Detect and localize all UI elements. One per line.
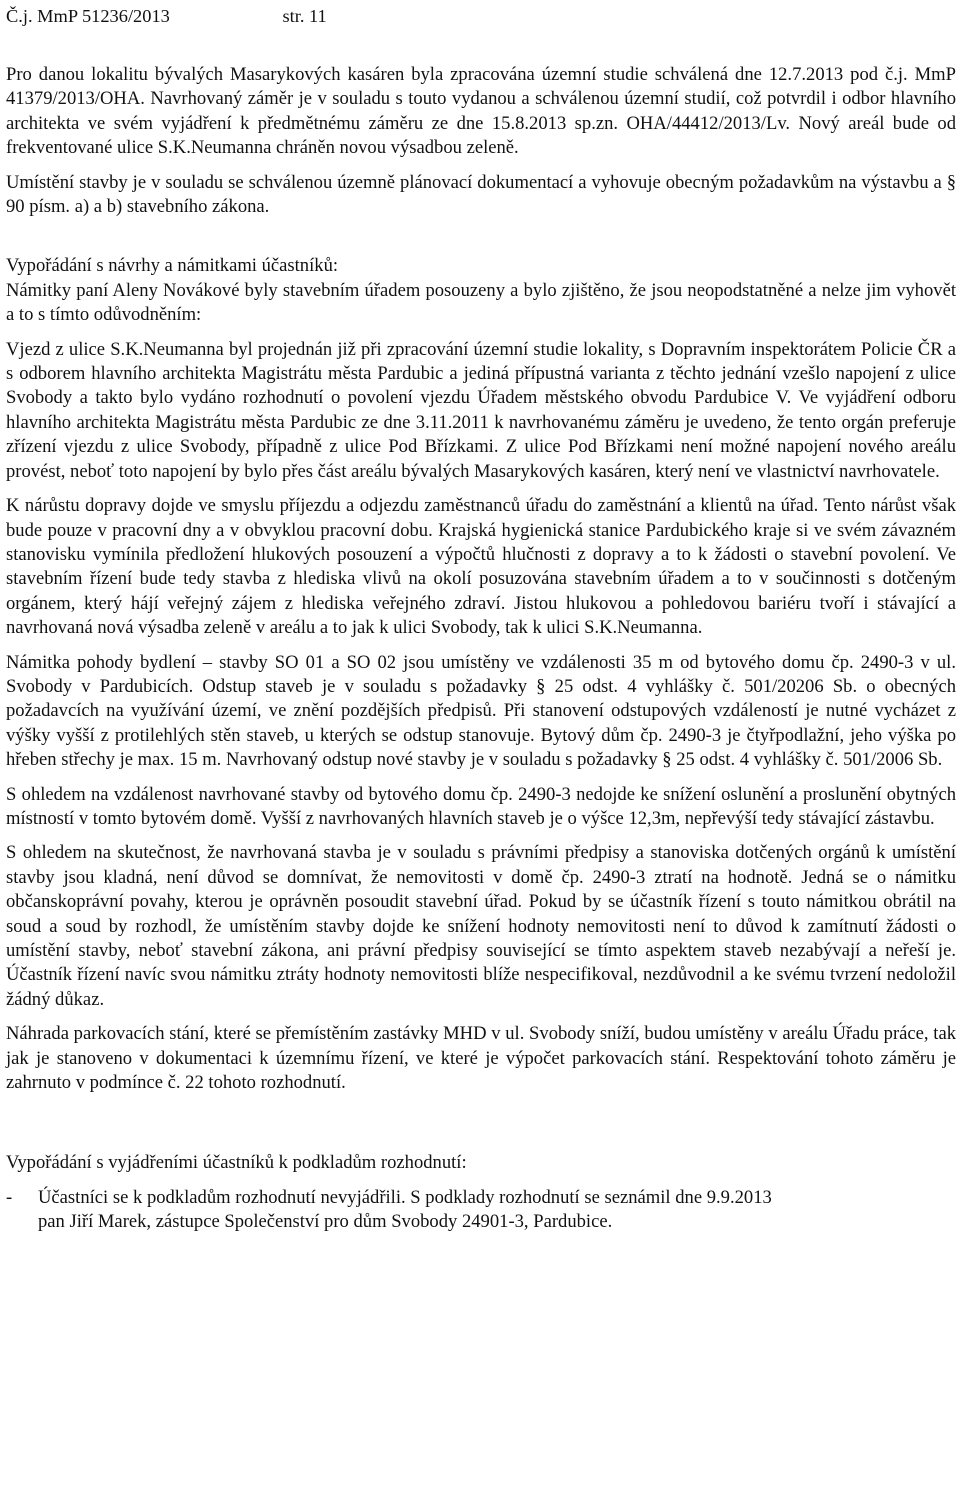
- document-page: [6, 4, 956, 1235]
- paragraph-living-comfort: Námitka pohody bydlení – stavby SO 01 a SO 02 jsou umístěny ve vzdálenosti 35 m od bytového domu čp. 2490-3 v ul. Svobody v Pardubicích. Odstup staveb je v souladu s požadavky § 25 odst. 4 vyhlášky č. 501/20206 Sb. o obecných požadavcích na využívání území, ve znění pozdějších předpisů. Při stanovení odstupových vzdáleností je nutné vycházet z výšky vyšší z protilehlých stěn staveb, u kterých se odstup stanovuje. Bytový dům čp. 2490-3 je čtyřpodlažní, jeho výška po hřeben střechy je max. 15 m. Navrhovaný odstup nové stavby je v souladu s požadavky § 25 odst. 4 vyhlášky č. 501/2006 Sb.: [6, 651, 956, 771]
- list-item: [6, 1186, 956, 1235]
- paragraph-property-value: S ohledem na skutečnost, že navrhovaná stavba je v souladu s právními předpisy a stanoviska dotčených orgánů k umístění stavby jsou kladná, není důvod se domnívat, že nemovitosti v domě čp. 2490-3 ztratí na hodnotě. Jedná se o námitku občanskoprávní povahy, kterou je oprávněn posoudit stavební úřad. Pokud by se účastník řízení s touto námitkou obrátil na soud a soud by rozhodl, že umístěním stavby dojde ke snížení hodnoty nemovitosti není to důvod k zamítnutí žádosti o umístění stavby, neboť stavební zákona, ani právní předpisy související se tímto aspektem staveb nezabývají a neřeší je. Účastník řízení navíc svou námitku ztráty hodnoty nemovitosti blíže nespecifikoval, nezdůvodnil a ke svému tvrzení nedoložil žádný důkaz.: [6, 842, 956, 1010]
- list-item-line: Účastníci se k podkladům rozhodnutí nevyjádřili. S podklady rozhodnutí se seznámil dne 9.9.2013: [38, 1186, 772, 1208]
- list-marker: -: [6, 1186, 13, 1208]
- paragraph-objections-intro: Námitky paní Aleny Novákové byly stavebním úřadem posouzeny a bylo zjištěno, že jsou neopodstatněné a nelze jim vyhovět a to s tímto odůvodněním:: [6, 279, 956, 326]
- paragraph-entrance: Vjezd z ulice S.K.Neumanna byl projednán již při zpracování územní studie lokality, s Dopravním inspektorátem Policie ČR a s odborem hlavního architekta Magistrátu města Pardubic a jediná přípustná varianta z těchto jednání vzešlo napojení z ulice Svobody a takto bylo vydáno rozhodnutí o povolení vjezdu Úřadem městského obvodu Pardubice V. Ve vyjádření odboru hlavního architekta Magistrátu města Pardubic ze dne 3.11.2011 k navrhovanému záměru je uvedeno, že tento orgán preferuje zřízení vjezdu z ulice Svobody, případně z ulice Pod Břízkami. Z ulice Pod Břízkami není možné napojení nového areálu provést, neboť toto napojení by bylo přes část areálu bývalých Masarykových kasáren, který není ve vlastnictví navrhovatele.: [6, 338, 956, 482]
- paragraph-traffic: K nárůstu dopravy dojde ve smyslu příjezdu a odjezdu zaměstnanců úřadu do zaměstnání a klientů na úřad. Tento nárůst však bude pouze v pracovní dny a v obvyklou pracovní dobu. Krajská hygienická stanice Pardubického kraje si ve svém závazném stanovisku vymínila předložení hlukových posouzení a výpočtů hlučnosti z dopravy a to k žádosti o stavební povolení. Ve stavebním řízení bude tedy stavba z hlediska vlivů na okolí posuzována stavebním úřadem a to v součinnosti s dotčeným orgánem, který hájí veřejný zájem z hlediska veřejného zdraví. Jistou hlukovou a pohledovou bariéru tvoří i stávající a navrhovaná nová výsadba zeleně v areálu a to jak k ulici Svobody, tak k ulici S.K.Neumanna.: [6, 495, 956, 639]
- paragraph-parking: Náhrada parkovacích stání, které se přemístěním zastávky MHD v ul. Svobody sníží, budou umístěny v areálu Úřadu práce, tak jak je stanoveno v dokumentaci k územnímu řízení, ve které je výpočet parkovacích stání. Respektování tohoto záměru je zahrnuto v podmínce č. 22 tohoto rozhodnutí.: [6, 1023, 956, 1094]
- list-item-text: [38, 1186, 956, 1235]
- paragraph-placement: Umístění stavby je v souladu se schválenou územně plánovací dokumentací a vyhovuje obecným požadavkům na výstavbu a § 90 písm. a) a b) stavebního zákona.: [6, 171, 956, 218]
- page-header: [6, 4, 956, 28]
- reference-number: Č.j. MmP 51236/2013: [6, 6, 170, 26]
- list-item-line: pan Jiří Marek, zástupce Společenství pro dům Svobody 24901-3, Pardubice.: [38, 1211, 613, 1233]
- paragraph-urban-study: Pro danou lokalitu bývalých Masarykových kasáren byla zpracována územní studie schválená dne 12.7.2013 pod č.j. MmP 41379/2013/OHA. Navrhovaný záměr je v souladu s touto vydanou a schválenou územní studií, což potvrdil i odbor hlavního architekta ve svém vyjádření k předmětnému záměru ze dne 15.8.2013 sp.zn. OHA/44412/2013/Lv. Nový areál bude od frekventované ulice S.K.Neumanna chráněn novou výsadbou zeleně.: [6, 64, 956, 159]
- section-heading-statements: Vypořádání s vyjádřeními účastníků k podkladům rozhodnutí:: [6, 1152, 467, 1174]
- section-heading-objections: Vypořádání s návrhy a námitkami účastníků:: [6, 255, 339, 277]
- paragraph-sunlight: S ohledem na vzdálenost navrhované stavby od bytového domu čp. 2490-3 nedojde ke snížení oslunění a proslunění obytných místností v tomto bytovém domě. Vyšší z navrhovaných hlavních staveb je o výšce 12,3m, nepřevýší tedy stávající zástavbu.: [6, 783, 956, 829]
- page-number: str. 11: [282, 6, 327, 26]
